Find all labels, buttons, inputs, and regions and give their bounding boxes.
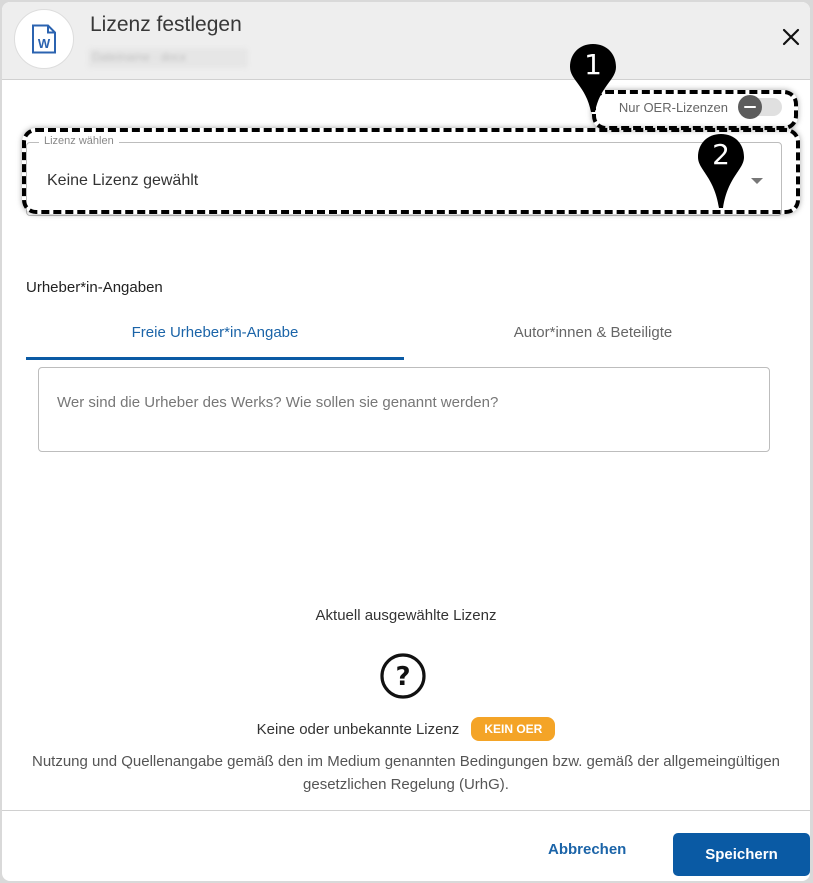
close-icon — [782, 28, 800, 46]
close-button[interactable] — [778, 24, 804, 50]
license-select-value: Keine Lizenz gewählt — [47, 172, 199, 189]
authors-textarea[interactable] — [38, 367, 770, 452]
license-select-label: Lizenz wählen — [39, 135, 119, 147]
word-document-icon — [31, 24, 57, 54]
authors-tabs — [26, 312, 782, 360]
dialog-subtitle-redacted: Dateiname · docx — [88, 48, 248, 68]
dialog-footer — [2, 810, 810, 881]
file-type-badge — [14, 9, 74, 69]
callout-highlight-2 — [22, 128, 800, 214]
callout-marker-2: 2 — [696, 132, 746, 206]
tab-free-author-info[interactable]: Freie Urheber*in-Angabe — [26, 312, 404, 360]
license-description: Nutzung und Quellenangabe gemäß den im Medium genannten Bedingungen bzw. gemäß der allgemeingültigen gesetzlichen Regelung (UrhG). — [32, 753, 781, 793]
dialog-title: Lizenz festlegen — [90, 13, 242, 36]
question-mark-circle-icon — [379, 652, 427, 700]
oer-status-badge: KEIN OER — [471, 717, 555, 741]
svg-text:?: ? — [395, 662, 411, 692]
svg-text:W: W — [37, 36, 51, 51]
authors-section-label: Urheber*in-Angaben — [26, 279, 163, 296]
tab-authors-contributors[interactable]: Autor*innen & Beteiligte — [513, 324, 673, 341]
callout-highlight-1 — [592, 90, 798, 130]
oer-filter-label: Nur OER-Lizenzen — [618, 99, 728, 115]
license-name: Keine oder unbekannte Lizenz — [256, 720, 460, 738]
current-license-heading: Aktuell ausgewählte Lizenz — [315, 607, 497, 624]
license-dialog — [2, 2, 810, 881]
dialog-header — [2, 2, 810, 80]
license-name-row — [2, 717, 810, 741]
callout-marker-1: 1 — [568, 42, 618, 116]
cancel-button[interactable]: Abbrechen — [534, 833, 640, 866]
save-button[interactable]: Speichern — [673, 833, 810, 876]
